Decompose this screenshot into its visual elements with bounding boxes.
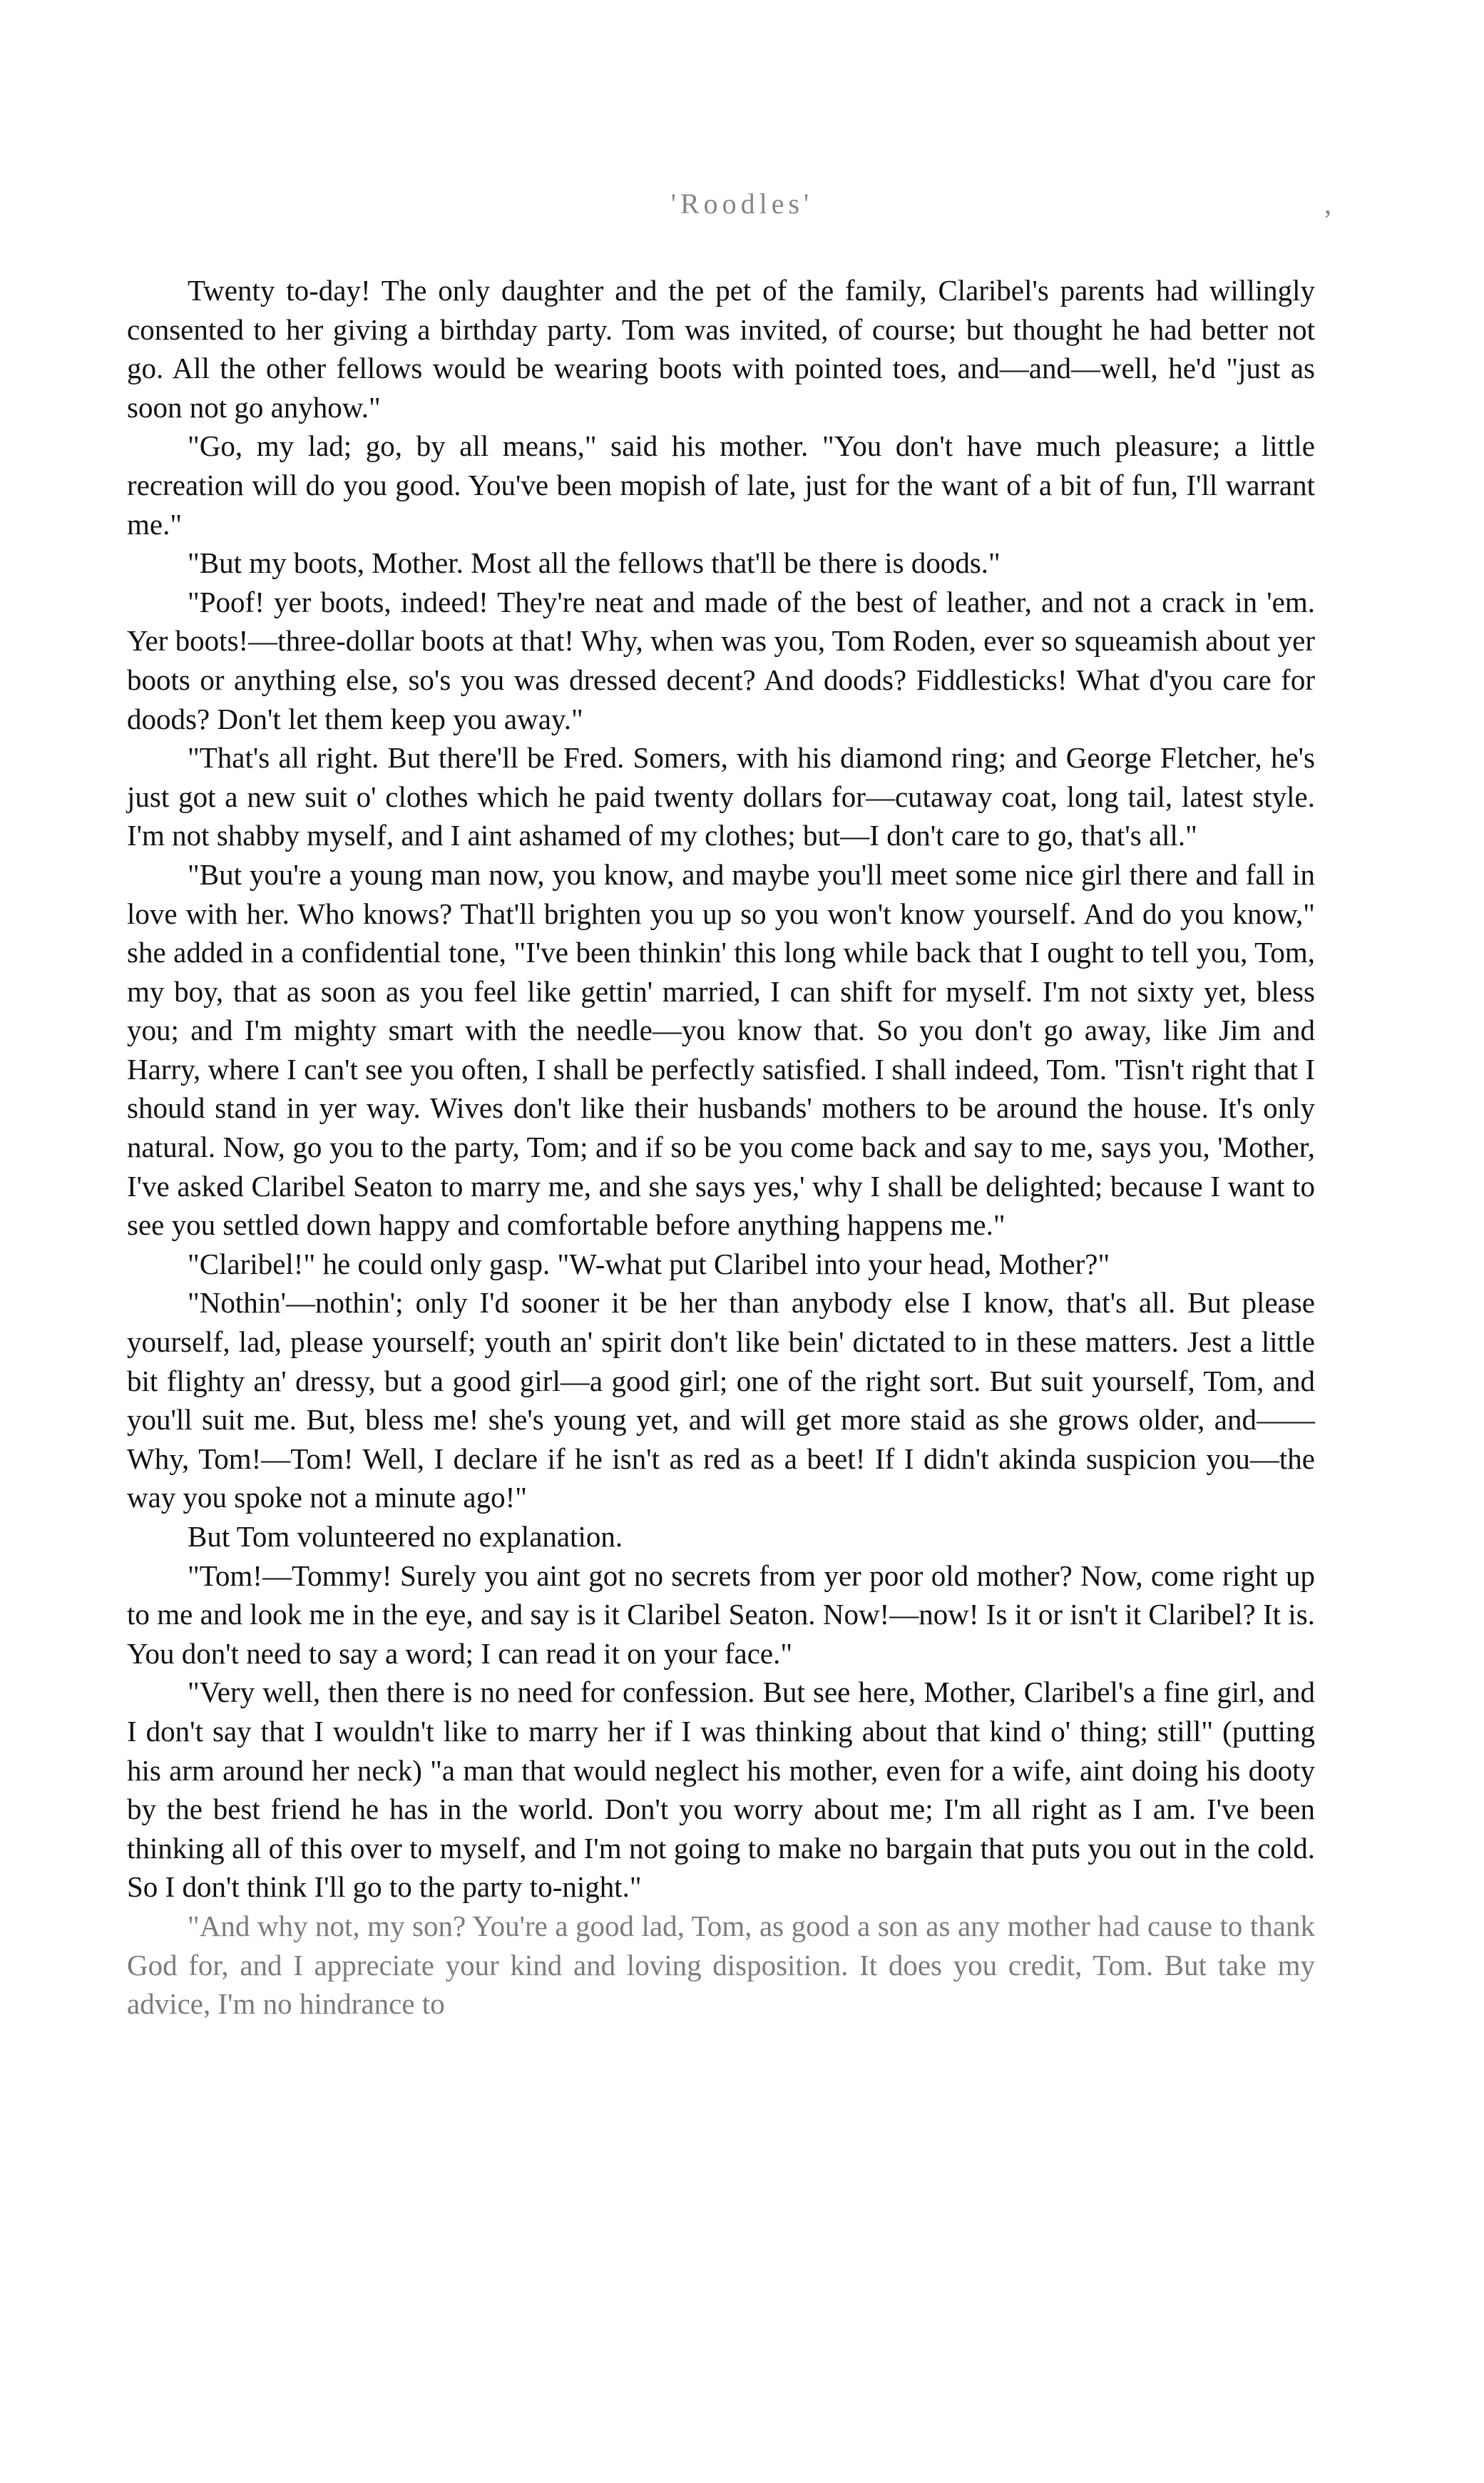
paragraph-10: "Tom!—Tommy! Surely you aint got no secrets from yer poor old mother? Now, come right up to me and look me in the eye, and say is it Claribel Seaton. Now!—now! Is it or isn't it Claribel? It is. You don't need to say a word; I can read it on your face."	[127, 1559, 1315, 1670]
running-title: 'Roodles'	[670, 188, 814, 220]
paragraph-6: "But you're a young man now, you know, and maybe you'll meet some nice girl there and fall in love with her. Who knows? That'll brighten you up so you won't know yourself. And do you know," she added in a confidential tone, "I've been thinkin' this long while back that I ought to tell you, Tom, my boy, that as soon as you feel like gettin' married, I can shift for myself. I'm not sixty yet, bless you; and I'm mighty smart with the needle—you know that. So you don't go away, like Jim and Harry, where I can't see you often, I shall be perfectly satisfied. I shall indeed, Tom. 'Tisn't right that I should stand in yer way. Wives don't like their husbands' mothers to be around the house. It's only natural. Now, go you to the party, Tom; and if so be you come back and say to me, says you, 'Mother, I've asked Claribel Seaton to marry me, and she says yes,' why I shall be delighted; because I want to see you settled down happy and comfortable before anything happens me."	[127, 857, 1315, 1242]
page-number: ,	[1324, 188, 1331, 220]
paragraph-3: "But my boots, Mother. Most all the fellows that'll be there is doods."	[188, 546, 1001, 580]
paragraph-9: But Tom volunteered no explanation.	[188, 1520, 623, 1553]
paragraph-4: "Poof! yer boots, indeed! They're neat and made of the best of leather, and not a crack in 'em. Yer boots!—three-dollar boots at that! Why, when was you, Tom Roden, ever so squeamish about yer boots or anything else, so's you was dressed decent? And doods? Fiddlesticks! What d'you care for doods? Don't let them keep you away."	[127, 585, 1315, 735]
paragraph-8: "Nothin'—nothin'; only I'd sooner it be her than anybody else I know, that's all. But please yourself, lad, please yourself; youth an' spirit don't like bein' dictated to in these matters. Jest a little bit flighty an' dressy, but a good girl—a good girl; one of the right sort. But suit yourself, Tom, and you'll suit me. But, bless me! she's young yet, and will get more staid as she grows older, and——Why, Tom!—Tom! Well, I declare if he isn't as red as a beet! If I didn't akinda suspicion you—the way you spoke not a minute ago!"	[127, 1286, 1315, 1514]
paragraph-12: "And why not, my son? You're a good lad, Tom, as good a son as any mother had cause to thank God for, and I appreciate your kind and loving disposition. It does you credit, Tom. But take my advice, I'm no hindrance to	[127, 1909, 1315, 2021]
paragraph-11: "Very well, then there is no need for confession. But see here, Mother, Claribel's a fine girl, and I don't say that I wouldn't like to marry her if I was thinking about that kind o' thing; still" (putting his arm around her neck) "a man that would neglect his mother, even for a wife, aint doing his dooty by the best friend he has in the world. Don't you worry about me; I'm all right as I am. I've been thinking all of this over to myself, and I'm not going to make no bargain that puts you out in the cold. So I don't think I'll go to the party to-night."	[127, 1676, 1315, 1904]
paragraph-1: Twenty to-day! The only daughter and the pet of the family, Claribel's parents had willingly consented to her giving a birthday party. Tom was invited, of course; but thought he had better not go. All the other fellows would be wearing boots with pointed toes, and—and—well, he'd "just as soon not go anyhow."	[127, 274, 1315, 424]
paragraph-7: "Claribel!" he could only gasp. "W-what put Claribel into your head, Mother?"	[188, 1247, 1110, 1280]
paragraph-2: "Go, my lad; go, by all means," said his mother. "You don't have much pleasure; a little recreation will do you good. You've been mopish of late, just for the want of a bit of fun, I'll warrant me."	[127, 429, 1315, 541]
body-text	[127, 271, 1315, 2024]
paragraph-5: "That's all right. But there'll be Fred. Somers, with his diamond ring; and George Fletcher, he's just got a new suit o' clothes which he paid twenty dollars for—cutaway coat, long tail, latest style. I'm not shabby myself, and I aint ashamed of my clothes; but—I don't care to go, that's all."	[127, 741, 1315, 852]
